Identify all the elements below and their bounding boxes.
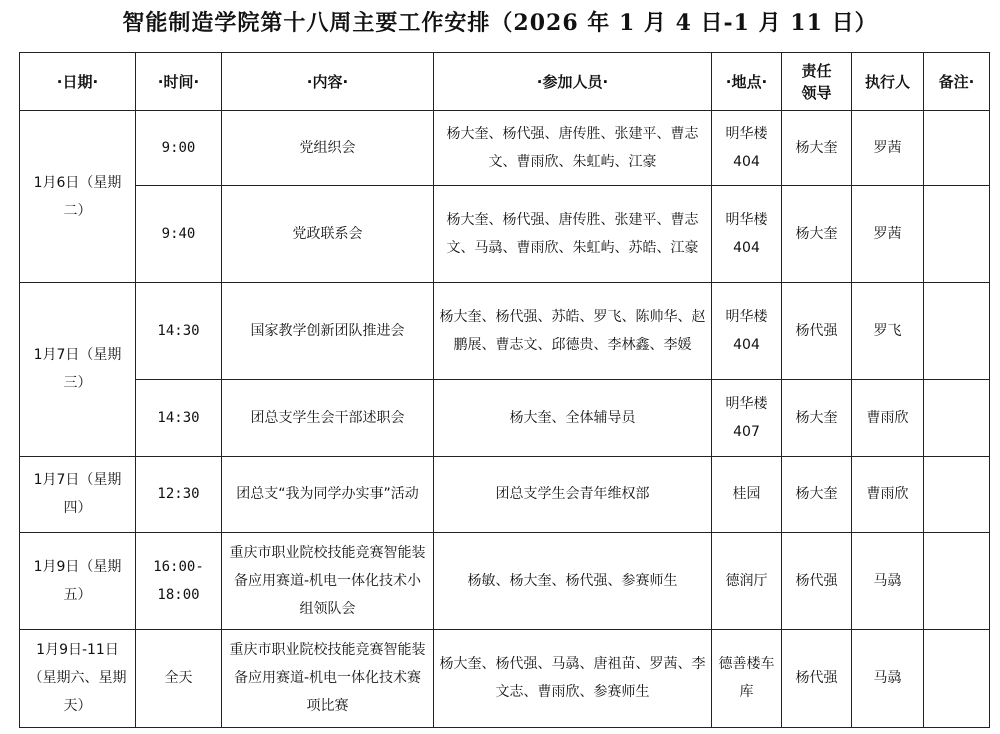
content-cell: 重庆市职业院校技能竞赛智能装备应用赛道-机电一体化技术赛项比赛 (222, 629, 434, 727)
location-cell: 德善楼车库 (712, 629, 782, 727)
remarks-cell (924, 629, 990, 727)
location-cell: 明华楼407 (712, 380, 782, 456)
header-content: ·内容· (222, 53, 434, 111)
table-header-row (20, 53, 990, 111)
executor-cell: 马骉 (852, 532, 924, 629)
time-cell: 9:00 (136, 111, 222, 186)
location-cell: 明华楼404 (712, 186, 782, 283)
header-executor: 执行人 (852, 53, 924, 111)
content-cell: 团总支学生会干部述职会 (222, 380, 434, 456)
remarks-cell (924, 456, 990, 532)
table-row (20, 456, 990, 532)
content-cell: 党政联系会 (222, 186, 434, 283)
content-cell: 重庆市职业院校技能竞赛智能装备应用赛道-机电一体化技术小组领队会 (222, 532, 434, 629)
table-row (20, 283, 990, 380)
time-cell: 12:30 (136, 456, 222, 532)
table-row (20, 111, 990, 186)
leader-cell: 杨代强 (782, 629, 852, 727)
page-title: 智能制造学院第十八周主要工作安排（2026 年 1 月 4 日-1 月 11 日） (122, 10, 878, 36)
remarks-cell (924, 186, 990, 283)
content-cell: 国家教学创新团队推进会 (222, 283, 434, 380)
table-row (20, 380, 990, 456)
header-attendees: ·参加人员· (434, 53, 712, 111)
date-cell: 1月7日（星期四） (20, 456, 136, 532)
time-cell: 14:30 (136, 380, 222, 456)
attendees-cell: 杨大奎、杨代强、马骉、唐祖苗、罗茜、李文志、曹雨欣、参赛师生 (434, 629, 712, 727)
date-cell: 1月6日（星期二） (20, 111, 136, 283)
content-cell: 团总支“我为同学办实事”活动 (222, 456, 434, 532)
attendees-cell: 杨大奎、杨代强、苏皓、罗飞、陈帅华、赵鹏展、曹志文、邱德贵、李林鑫、李媛 (434, 283, 712, 380)
executor-cell: 曹雨欣 (852, 456, 924, 532)
content-cell: 党组织会 (222, 111, 434, 186)
executor-cell: 罗茜 (852, 111, 924, 186)
remarks-cell (924, 111, 990, 186)
time-cell: 16:00-18:00 (136, 532, 222, 629)
date-cell: 1月7日（星期三） (20, 283, 136, 456)
time-cell: 9:40 (136, 186, 222, 283)
location-cell: 明华楼404 (712, 283, 782, 380)
location-cell: 德润厅 (712, 532, 782, 629)
attendees-cell: 团总支学生会青年维权部 (434, 456, 712, 532)
executor-cell: 罗飞 (852, 283, 924, 380)
date-cell: 1月9日（星期五） (20, 532, 136, 629)
leader-cell: 杨代强 (782, 532, 852, 629)
leader-cell: 杨大奎 (782, 111, 852, 186)
header-date: ·日期· (20, 53, 136, 111)
table-row (20, 186, 990, 283)
attendees-cell: 杨大奎、全体辅导员 (434, 380, 712, 456)
leader-cell: 杨大奎 (782, 186, 852, 283)
location-cell: 桂园 (712, 456, 782, 532)
attendees-cell: 杨大奎、杨代强、唐传胜、张建平、曹志文、曹雨欣、朱虹屿、江豪 (434, 111, 712, 186)
attendees-cell: 杨大奎、杨代强、唐传胜、张建平、曹志文、马骉、曹雨欣、朱虹屿、苏皓、江豪 (434, 186, 712, 283)
leader-cell: 杨大奎 (782, 456, 852, 532)
table-row (20, 532, 990, 629)
remarks-cell (924, 532, 990, 629)
time-cell: 14:30 (136, 283, 222, 380)
header-location: ·地点· (712, 53, 782, 111)
attendees-cell: 杨敏、杨大奎、杨代强、参赛师生 (434, 532, 712, 629)
executor-cell: 马骉 (852, 629, 924, 727)
header-remarks: 备注· (924, 53, 990, 111)
header-time: ·时间· (136, 53, 222, 111)
header-leader: 责任领导 (782, 53, 852, 111)
executor-cell: 曹雨欣 (852, 380, 924, 456)
location-cell: 明华楼404 (712, 111, 782, 186)
leader-cell: 杨代强 (782, 283, 852, 380)
remarks-cell (924, 380, 990, 456)
date-cell: 1月9日-11日（星期六、星期天） (20, 629, 136, 727)
leader-cell: 杨大奎 (782, 380, 852, 456)
schedule-table (19, 52, 990, 728)
time-cell: 全天 (136, 629, 222, 727)
remarks-cell (924, 283, 990, 380)
table-row (20, 629, 990, 727)
executor-cell: 罗茜 (852, 186, 924, 283)
